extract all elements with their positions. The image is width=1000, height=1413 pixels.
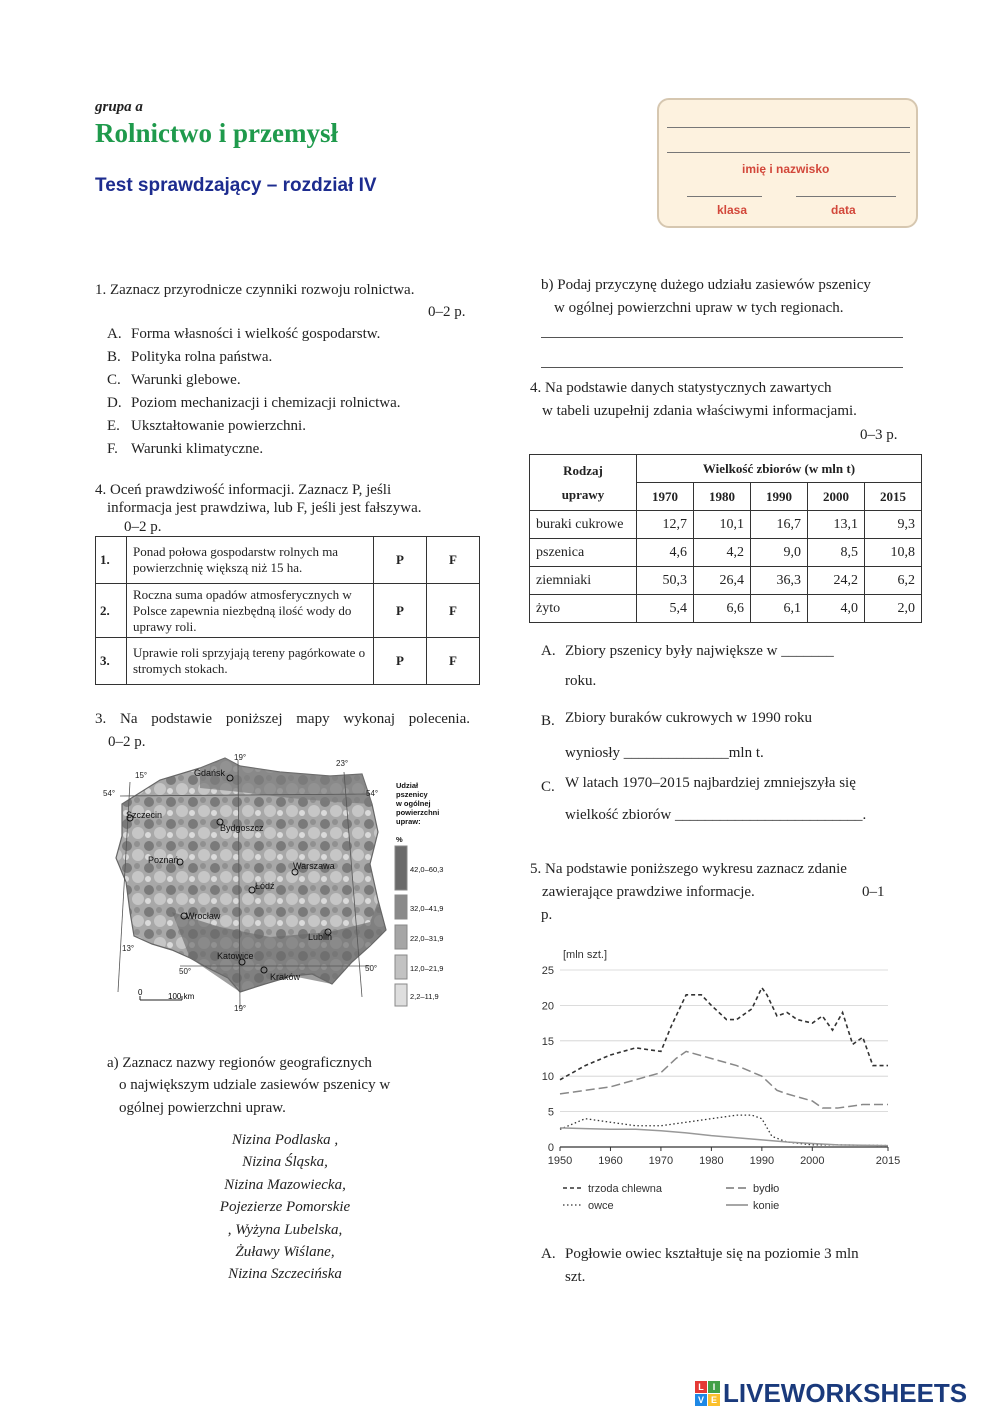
city-label-lublin: Lublin — [308, 932, 333, 942]
date-line[interactable] — [796, 196, 896, 197]
harvest-table — [529, 454, 922, 623]
q1-option[interactable] — [107, 415, 400, 438]
legend-label: 2,2–11,9 — [410, 992, 439, 1001]
table-row — [530, 539, 922, 567]
x-tick-label: 2015 — [875, 1155, 901, 1167]
q1-option[interactable] — [107, 323, 400, 346]
tf-row-number: 3. — [96, 638, 127, 685]
crop-header — [530, 455, 637, 511]
legend-label: 22,0–31,9 — [410, 934, 444, 943]
logo-tile: I — [708, 1381, 720, 1393]
city-label-katowice: Katowice — [217, 951, 254, 961]
q3-line-1: 3. Na podstawie poniższej mapy wykonaj polecenia. — [95, 711, 470, 727]
class-label: klasa — [717, 203, 748, 217]
legend-title: pszenicy — [396, 790, 428, 799]
q2-points: 0–2 p. — [124, 519, 162, 535]
lon-label: 19° — [234, 1004, 247, 1013]
table-row — [530, 511, 922, 539]
class-line[interactable] — [687, 196, 762, 197]
q1-option[interactable] — [107, 346, 400, 369]
q4b-key: B. — [541, 713, 555, 729]
lat-label: 54° — [366, 789, 379, 798]
option-key: D. — [107, 395, 122, 411]
legend-label: 42,0–60,3 — [410, 865, 444, 874]
q4-line-2: w tabeli uzupełnij zdania właściwymi informacjami. — [542, 403, 857, 419]
y-tick-label: 15 — [541, 1035, 554, 1048]
year-header: 1970 — [637, 483, 694, 511]
crop-name: buraki cukrowe — [530, 511, 637, 539]
q3b-answer-line[interactable] — [541, 337, 903, 338]
harvest-value: 4,0 — [808, 595, 865, 623]
tf-false-option[interactable]: F — [427, 584, 480, 638]
harvest-value: 9,3 — [865, 511, 922, 539]
harvest-value: 24,2 — [808, 567, 865, 595]
year-header: 2000 — [808, 483, 865, 511]
logo-tile: E — [708, 1394, 720, 1406]
tf-true-option[interactable]: P — [374, 537, 427, 584]
q4-points: 0–3 p. — [860, 427, 898, 443]
region-option[interactable]: Nizina Szczecińska — [228, 1266, 342, 1283]
lon-label: 23° — [336, 759, 349, 768]
q1-option[interactable] — [107, 369, 400, 392]
lon-label: 13° — [122, 944, 135, 953]
legend-swatch — [395, 846, 407, 890]
q1-option[interactable] — [107, 392, 400, 415]
q1-points: 0–2 p. — [428, 304, 466, 320]
crop-name: żyto — [530, 595, 637, 623]
harvest-value: 36,3 — [751, 567, 808, 595]
y-tick-label: 25 — [541, 965, 554, 977]
crop-name: pszenica — [530, 539, 637, 567]
option-key: B. — [107, 349, 121, 365]
region-option[interactable]: Nizina Śląska, — [242, 1154, 328, 1171]
q4c-text-1: W latach 1970–2015 najbardziej zmniejszyła się — [565, 775, 856, 791]
q5-line-2: zawierające prawdziwe informacje. — [542, 884, 755, 900]
city-label-szczecin: Szczecin — [126, 810, 163, 820]
q3a-line-1: a) Zaznacz nazwy regionów geograficznych — [107, 1055, 372, 1071]
tf-statement: Ponad połowa gospodarstw rolnych ma powierzchnię większą niż 15 ha. — [127, 537, 374, 584]
group-label: grupa a — [95, 99, 143, 115]
livestock-chart — [530, 940, 910, 1220]
tf-true-option[interactable]: P — [374, 638, 427, 685]
legend-konie: konie — [753, 1200, 780, 1212]
q5-points-a: 0–1 — [862, 884, 885, 900]
x-tick-label: 1950 — [547, 1155, 573, 1167]
y-tick-label: 5 — [547, 1106, 554, 1119]
tf-true-option[interactable]: P — [374, 584, 427, 638]
x-tick-label: 1970 — [648, 1155, 674, 1167]
region-option[interactable]: Nizina Mazowiecka, — [224, 1176, 346, 1193]
wheat-share-map — [100, 752, 460, 1014]
liveworksheets-logo[interactable] — [695, 1378, 967, 1409]
series-line-owce — [560, 1115, 888, 1145]
tf-row-number: 1. — [96, 537, 127, 584]
city-label-poznan: Poznań — [148, 855, 179, 865]
x-tick-label: 1980 — [699, 1155, 724, 1167]
lat-label: 50° — [365, 964, 378, 973]
year-header: 1990 — [751, 483, 808, 511]
x-tick-label: 2000 — [800, 1155, 825, 1167]
harvest-value: 26,4 — [694, 567, 751, 595]
legend-title: Udział — [396, 781, 419, 790]
y-tick-label: 0 — [547, 1142, 554, 1154]
tf-statement: Roczna suma opadów atmosferycznych w Polsce zapewnia niezbędną ilość wody do uprawy roli. — [127, 584, 374, 638]
legend-title: upraw: — [396, 817, 421, 826]
city-label-warszawa: Warszawa — [293, 861, 335, 871]
crop-header-line-1: Rodzaj — [563, 462, 603, 478]
logo-tile: V — [695, 1394, 707, 1406]
y-tick-label: 20 — [541, 1000, 554, 1013]
x-tick-label: 1990 — [749, 1155, 775, 1167]
student-info-box — [657, 98, 918, 228]
lon-label: 15° — [135, 771, 148, 780]
legend-label: 32,0–41,9 — [410, 904, 444, 913]
q4a-text-2: roku. — [565, 673, 597, 689]
option-text: Ukształtowanie powierzchni. — [131, 418, 306, 434]
q3b-answer-line[interactable] — [541, 367, 903, 368]
q5-points-b: p. — [541, 907, 553, 923]
harvest-value: 16,7 — [751, 511, 808, 539]
q3a-line-2: o największym udziale zasiewów pszenicy w — [119, 1077, 391, 1093]
option-text: Polityka rolna państwa. — [131, 349, 273, 365]
name-line-2[interactable] — [667, 152, 910, 153]
legend-trzoda: trzoda chlewna — [588, 1183, 662, 1195]
scale-zero: 0 — [138, 988, 143, 997]
lat-label: 50° — [179, 967, 192, 976]
q4c-key: C. — [541, 779, 555, 795]
q4a-key: A. — [541, 643, 556, 659]
series-line-trzoda-chlewna — [560, 988, 888, 1080]
logo-tiles — [695, 1381, 720, 1406]
harvest-value: 8,5 — [808, 539, 865, 567]
city-label-krakow: Kraków — [270, 972, 301, 982]
legend-bydlo: bydło — [753, 1183, 780, 1195]
q2-line-2: informacja jest prawdziwa, lub F, jeśli jest fałszywa. — [107, 500, 422, 516]
q5-line-1: 5. Na podstawie poniższego wykresu zaznacz zdanie — [530, 861, 847, 877]
page-subtitle: Test sprawdzający – rozdział IV — [95, 175, 377, 196]
crop-header-line-2: uprawy — [561, 486, 605, 502]
chart-grid — [560, 970, 888, 1147]
page-title: Rolnictwo i przemysł — [95, 118, 338, 148]
harvest-value: 4,2 — [694, 539, 751, 567]
q2-line-1: 4. Oceń prawdziwość informacji. Zaznacz P, jeśli — [95, 482, 392, 498]
harvest-value: 6,1 — [751, 595, 808, 623]
year-header: 2015 — [865, 483, 922, 511]
date-label: data — [831, 203, 856, 217]
q5a-text-2: szt. — [565, 1269, 586, 1285]
series-line-bydło — [560, 1051, 888, 1108]
map-scale — [138, 988, 195, 1001]
legend-swatch — [395, 955, 407, 979]
tf-false-option[interactable]: F — [427, 537, 480, 584]
legend-title: % — [396, 835, 403, 844]
harvest-value: 13,1 — [808, 511, 865, 539]
option-text: Poziom mechanizacji i chemizacji rolnictwa. — [131, 395, 401, 411]
tf-row-number: 2. — [96, 584, 127, 638]
harvest-value: 50,3 — [637, 567, 694, 595]
lat-label: 54° — [103, 789, 116, 798]
name-label: imię i nazwisko — [742, 162, 830, 176]
region-option[interactable]: Pojezierze Pomorskie — [219, 1199, 351, 1216]
q3b-line-2: w ogólnej powierzchni upraw w tych regionach. — [554, 300, 844, 316]
q3-points: 0–2 p. — [108, 734, 146, 750]
harvest-value: 5,4 — [637, 595, 694, 623]
legend-swatch — [395, 895, 407, 919]
q3b-line-1: b) Podaj przyczynę dużego udziału zasiewów pszenicy — [541, 277, 871, 293]
x-tick-label: 1960 — [598, 1155, 623, 1167]
q4-line-1: 4. Na podstawie danych statystycznych zawartych — [530, 380, 832, 396]
q4a-text-1[interactable]: Zbiory pszenicy były największe w _______ — [565, 643, 834, 659]
harvest-value: 10,8 — [865, 539, 922, 567]
city-label-wroclaw: Wrocław — [186, 911, 221, 921]
table-row — [530, 595, 922, 623]
option-key: A. — [107, 326, 122, 342]
table-row — [530, 567, 922, 595]
region-list — [160, 1129, 410, 1286]
true-false-table — [95, 536, 480, 685]
q4c-text-2[interactable]: wielkość zbiorów _________________________. — [565, 807, 867, 823]
harvest-value: 12,7 — [637, 511, 694, 539]
q3a-line-3: ogólnej powierzchni upraw. — [119, 1100, 286, 1116]
scale-100: 100 km — [168, 992, 195, 1001]
legend-swatch — [395, 984, 407, 1006]
tf-false-option[interactable]: F — [427, 638, 480, 685]
harvest-value: 9,0 — [751, 539, 808, 567]
harvest-value: 6,6 — [694, 595, 751, 623]
option-key: E. — [107, 418, 120, 434]
q4b-text-2[interactable]: wyniosły ______________mln t. — [565, 745, 764, 761]
name-line-1[interactable] — [667, 127, 910, 128]
harvest-header: Wielkość zbiorów (w mln t) — [637, 455, 922, 483]
chart-ylabel: [mln szt.] — [563, 949, 608, 961]
lon-label: 19° — [234, 753, 247, 762]
harvest-value: 4,6 — [637, 539, 694, 567]
city-label-lodz: Łódź — [255, 881, 275, 891]
option-key: C. — [107, 372, 121, 388]
q5a-text-1[interactable]: Pogłowie owiec kształtuje się na poziomie 3 mln — [565, 1246, 859, 1262]
series-line-konie — [560, 1128, 888, 1146]
q5a-key: A. — [541, 1246, 556, 1262]
y-tick-label: 10 — [541, 1071, 554, 1084]
legend-title: powierzchni — [396, 808, 440, 817]
legend-label: 12,0–21,9 — [410, 964, 444, 973]
year-header: 1980 — [694, 483, 751, 511]
tf-statement: Uprawie roli sprzyjają tereny pagórkowate o stromych stokach. — [127, 638, 374, 685]
option-text: Warunki glebowe. — [131, 372, 241, 388]
harvest-value: 6,2 — [865, 567, 922, 595]
legend-swatch — [395, 925, 407, 949]
option-key: F. — [107, 441, 118, 457]
q1-question: 1. Zaznacz przyrodnicze czynniki rozwoju rolnictwa. — [95, 282, 415, 298]
q1-options — [107, 323, 400, 461]
city-label-bydgoszcz: Bydgoszcz — [220, 823, 264, 833]
legend-owce: owce — [588, 1200, 614, 1212]
harvest-value: 2,0 — [865, 595, 922, 623]
logo-text: LIVEWORKSHEETS — [723, 1378, 968, 1408]
region-option[interactable]: Żuławy Wiślane, — [235, 1244, 335, 1261]
harvest-value: 10,1 — [694, 511, 751, 539]
option-text: Forma własności i wielkość gospodarstw. — [131, 326, 381, 342]
q1-option[interactable] — [107, 438, 400, 461]
region-option[interactable]: , Wyżyna Lubelska, — [227, 1221, 343, 1238]
city-label-gdansk: Gdańsk — [194, 768, 226, 778]
crop-name: ziemniaki — [530, 567, 637, 595]
legend-title: w ogólnej — [396, 799, 431, 808]
q4b-text-1: Zbiory buraków cukrowych w 1990 roku — [565, 710, 813, 726]
region-option[interactable]: Nizina Podlaska , — [231, 1132, 339, 1148]
logo-tile: L — [695, 1381, 707, 1393]
option-text: Warunki klimatyczne. — [131, 441, 264, 457]
